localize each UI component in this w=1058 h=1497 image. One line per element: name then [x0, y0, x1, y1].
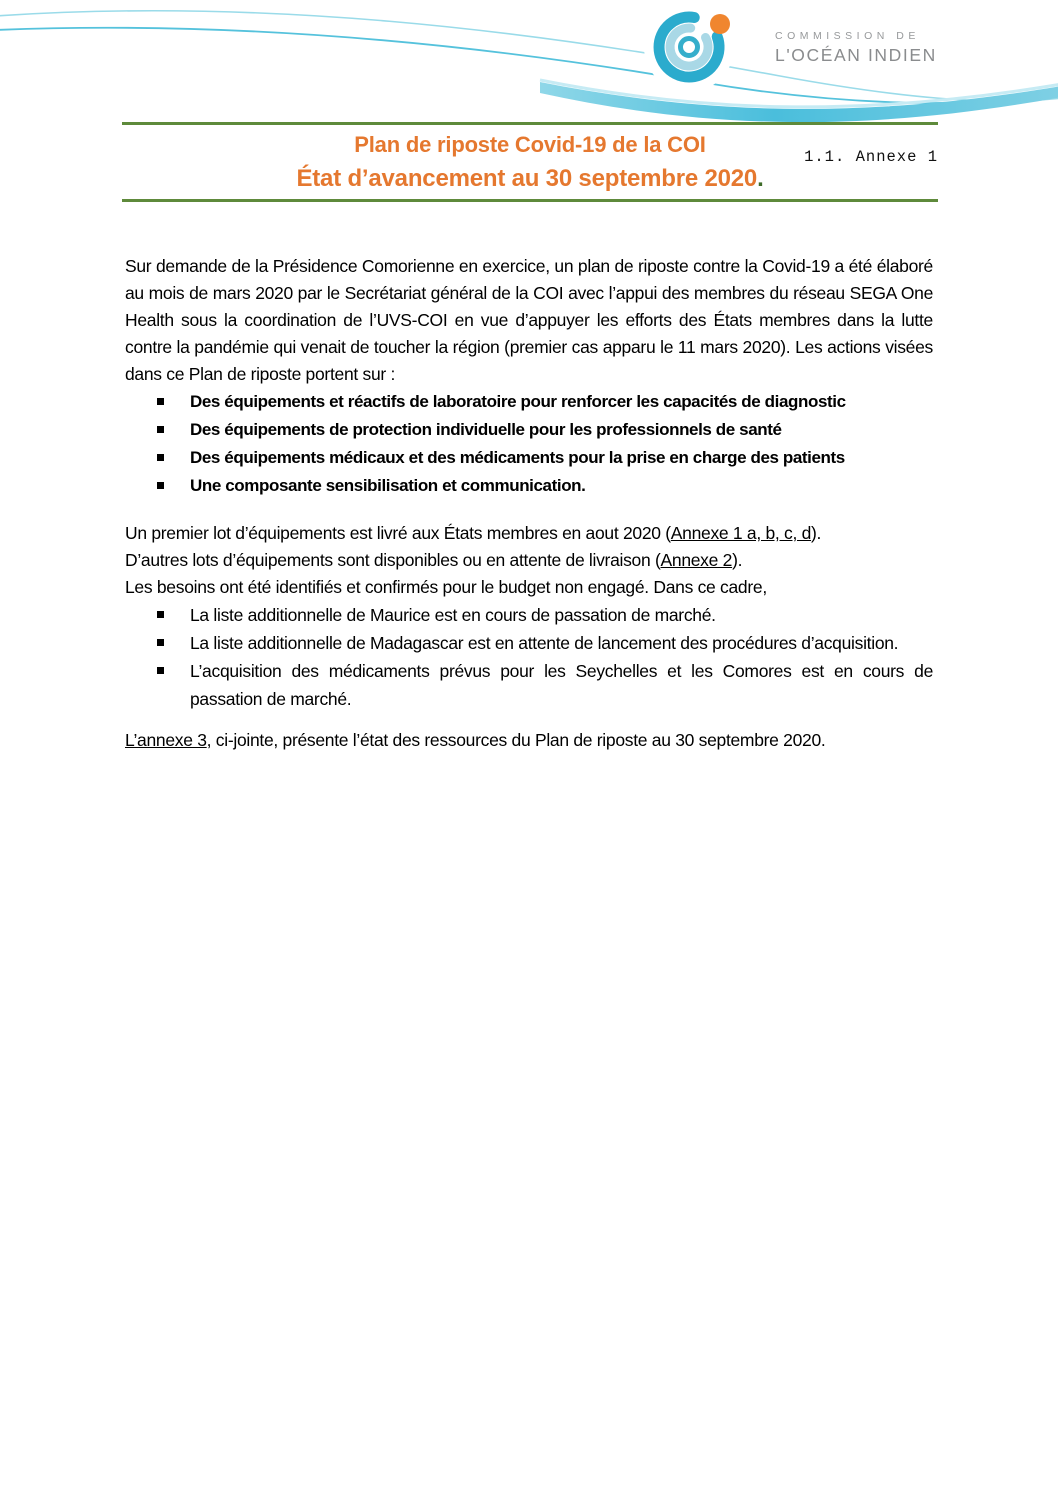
list-item-text: La liste additionnelle de Madagascar est en attente de lancement des procédures d’acquisition. [190, 633, 899, 653]
square-bullet-icon [157, 639, 164, 646]
square-bullet-icon [157, 667, 164, 674]
logo-wordmark [775, 31, 937, 65]
annexe3-paragraph [125, 727, 933, 754]
logo-org-line2: L'OCÉAN INDIEN [775, 44, 937, 65]
list-item-text: Une composante sensibilisation et communication. [190, 476, 586, 495]
equipment-bullet-list [125, 388, 933, 500]
list-item-text: Des équipements de protection individuelle pour les professionnels de santé [190, 420, 782, 439]
first-lot-paragraph [125, 520, 933, 547]
title-line2-period: . [757, 165, 764, 192]
list-item-text: Des équipements et réactifs de laboratoire pour renforcer les capacités de diagnostic [190, 392, 846, 411]
title-rule-bottom [122, 199, 938, 202]
document-title-line1: Plan de riposte Covid-19 de la COI [354, 132, 706, 157]
list-item-text: Des équipements médicaux et des médicaments pour la prise en charge des patients [190, 448, 845, 467]
procurement-bullet-list [125, 601, 933, 713]
document-title-line2 [122, 165, 938, 193]
other-lots-paragraph [125, 547, 933, 574]
annexe-reference-label: 1.1. Annexe 1 [804, 148, 938, 166]
document-body [125, 253, 933, 754]
list-item [125, 416, 933, 444]
needs-paragraph: Les besoins ont été identifiés et confirmés pour le budget non engagé. Dans ce cadre, [125, 577, 767, 597]
paragraph-text: , ci-jointe, présente l’état des ressources du Plan de riposte au 30 septembre 2020. [206, 730, 826, 750]
list-item [125, 444, 933, 472]
list-item [125, 388, 933, 416]
annexe2-link[interactable]: Annexe 2 [660, 550, 733, 570]
list-item [125, 472, 933, 500]
paragraph-text: Un premier lot d’équipements est livré aux États membres en aout 2020 ( [125, 523, 671, 543]
annexe1-link[interactable]: Annexe 1 a, b, c, d [670, 523, 812, 543]
paragraph-text: ). [811, 523, 822, 543]
square-bullet-icon [157, 611, 164, 618]
title-block [122, 122, 938, 202]
square-bullet-icon [157, 482, 164, 489]
title-line2-text: État d’avancement au 30 septembre 2020 [296, 165, 758, 192]
logo-org-line1: COMMISSION DE [775, 30, 920, 42]
paragraph-text: D’autres lots d’équipements sont disponibles ou en attente de livraison ( [125, 550, 661, 570]
list-item [125, 601, 933, 629]
list-item [125, 657, 933, 713]
paragraph-text: ). [732, 550, 743, 570]
list-item [125, 629, 933, 657]
list-item-text: La liste additionnelle de Maurice est en cours de passation de marché. [190, 605, 716, 625]
coi-logo-icon [644, 2, 734, 92]
square-bullet-icon [157, 426, 164, 433]
intro-paragraph: Sur demande de la Présidence Comorienne en exercice, un plan de riposte contre la Covid-19 a été élaboré au mois de mars 2020 par le Secrétariat général de la COI avec l’appui des membres du réseau SEGA One Health sous la coordination de l’UVS-COI en vue d’appuyer les efforts des États membres dans la lutte contre la pandémie qui venait de toucher la région (premier cas apparu le 11 mars 2020). Les actions visées dans ce Plan de riposte portent sur : [125, 256, 933, 384]
square-bullet-icon [157, 454, 164, 461]
square-bullet-icon [157, 398, 164, 405]
list-item-text: L’acquisition des médicaments prévus pour les Seychelles et les Comores est en cours de passation de marché. [190, 661, 933, 709]
annexe3-link[interactable]: L’annexe 3 [125, 730, 207, 750]
